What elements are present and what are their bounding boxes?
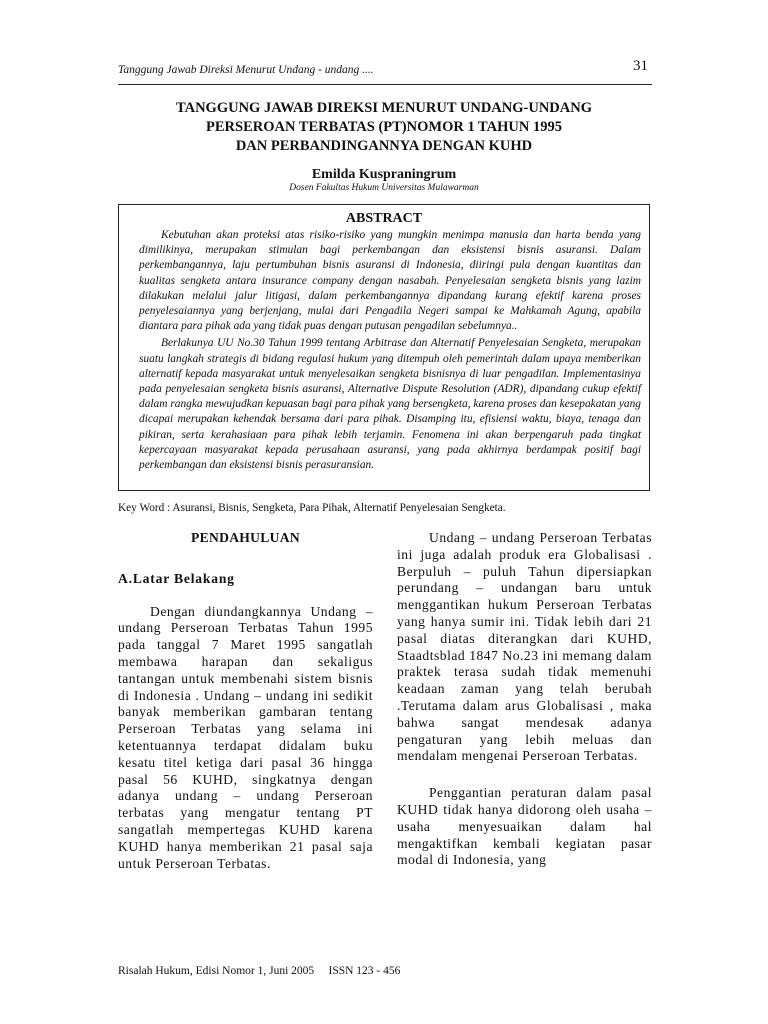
abstract-paragraph: Kebutuhan akan proteksi atas risiko-risiko yang mungkin menimpa manusia dan harta benda yang dimilikinya, merupakan stimulan bagi perkembangan dan eksistensi bisnis asuransi. Dalam perkembangannya, laju pertumbuhan bisnis asuransi di Indonesia, diiringi pula dengan kuantitas dan kualitas sengketa antara insurance company dengan nasabah. Penyelesaian sengketa bisnis yang lazim dilakukan melalui jalur litigasi, dalam perkembangannya dipandang kurang efektif karena proses penyelesaiannya yang berjenjang, mulai dari Pengadila Negeri sampai ke Mahkamah Agung, apabila diantara para pihak ada yang tidak puas dengan putusan pengadilan sebelumnya..	[139, 229, 641, 333]
page-footer: Risalah Hukum, Edisi Nomor 1, Juni 2005 ISSN 123 - 456	[118, 965, 401, 977]
title-line: DAN PERBANDINGANNYA DENGAN KUHD	[235, 138, 533, 154]
running-header	[118, 58, 652, 82]
running-title: Tanggung Jawab Direksi Menurut Undang - undang ....	[118, 64, 374, 76]
author-name: Emilda Kuspraningrum	[311, 167, 457, 182]
article-title	[110, 99, 658, 156]
subsection-heading: A.Latar Belakang	[118, 570, 235, 586]
title-line: PERSEROAN TERBATAS (PT)NOMOR 1 TAHUN 1995	[206, 119, 562, 135]
body-paragraph: Undang – undang Perseroan Terbatas ini juga adalah produk era Globalisasi . Berpuluh – puluh Tahun dipersiapkan perundang – undangan baru untuk menggantikan hukum Perseroan Terbatas yang hanya sumir ini. Tidak lebih dari 21 pasal diatas diterangkan dari KUHD, Staadtsblad 1847 No.23 ini memang dalam praktek terasa sudah tidak memenuhi keadaan zaman yang telah berubah .Terutama dalam arus Globalisasi , maka bahwa sangat mendesak adanya pengaturan yang lebih meluas dan mendalam mengenai Perseroan Terbatas.	[397, 530, 652, 764]
abstract-heading: ABSTRACT	[345, 211, 423, 226]
abstract-paragraph: Berlakunya UU No.30 Tahun 1999 tentang Arbitrase dan Alternatif Penyelesaian Sengketa, merupakan suatu langkah strategis di bidang regulasi hukum yang ditempuh oleh pemerintah dalam upaya memberikan alternatif kepada masyarakat untuk menyelesaikan sengketa bisnisnya di luar pengadilan. Implementasinya pada penyelesaian sengketa bisnis asuransi, Alternative Dispute Resolution (ADR), dipandang cukup efektif dalam rangka mewujudkan kepuasan bagi para pihak yang bersengketa, karena proses dan kesepakatan yang dicapai merupakan kehendak bersama dari para pihak. Disamping itu, efisiensi waktu, biaya, tenaga dan pikiran, serta kerahasiaan para pihak lebih terjamin. Fenomena ini akan berpengaruh pada tingkat kepercayaan masyarakat kepada perusahaan asuransi, yang pada akhirnya berdampak positif bagi perkembangan dan eksistensi bisnis perasuransian.	[139, 337, 641, 472]
body-paragraph: Penggantian peraturan dalam pasal KUHD tidak hanya didorong oleh usaha – usaha menyesuaikan dalam hal mengaktifkan kembali kegiatan pasar modal di Indonesia, yang	[397, 785, 652, 868]
section-heading: PENDAHULUAN	[190, 530, 301, 545]
body-column-right	[397, 530, 652, 869]
abstract-body	[139, 228, 641, 473]
header-rule	[118, 84, 652, 85]
body-column-left	[118, 530, 373, 872]
author-affiliation: Dosen Fakultas Hukum Universitas Mulawarman	[289, 183, 479, 193]
abstract-box	[118, 204, 650, 491]
title-line: TANGGUNG JAWAB DIREKSI MENURUT UNDANG-UNDANG	[176, 100, 592, 116]
keywords-line: Key Word : Asuransi, Bisnis, Sengketa, Para Pihak, Alternatif Penyelesaian Sengketa.	[118, 502, 506, 514]
page-number: 31	[633, 58, 648, 74]
body-paragraph: Dengan diundangkannya Undang – undang Perseroan Terbatas Tahun 1995 pada tanggal 7 Maret 1995 sangatlah membawa harapan dan sekaligus tantangan untuk membenahi sistem bisnis di Indonesia . Undang – undang ini sedikit banyak memberikan gambaran tentang Perseroan Terbatas yang selama ini ketentuannya terdapat didalam buku kesatu titel ketiga dari pasal 36 hingga pasal 56 KUHD, singkatnya dengan adanya undang – undang Perseroan terbatas yang mengatur tentang PT sangatlah mempertegas KUHD karena KUHD hanya memberikan 21 pasal saja untuk Perseroan Terbatas.	[118, 603, 373, 871]
